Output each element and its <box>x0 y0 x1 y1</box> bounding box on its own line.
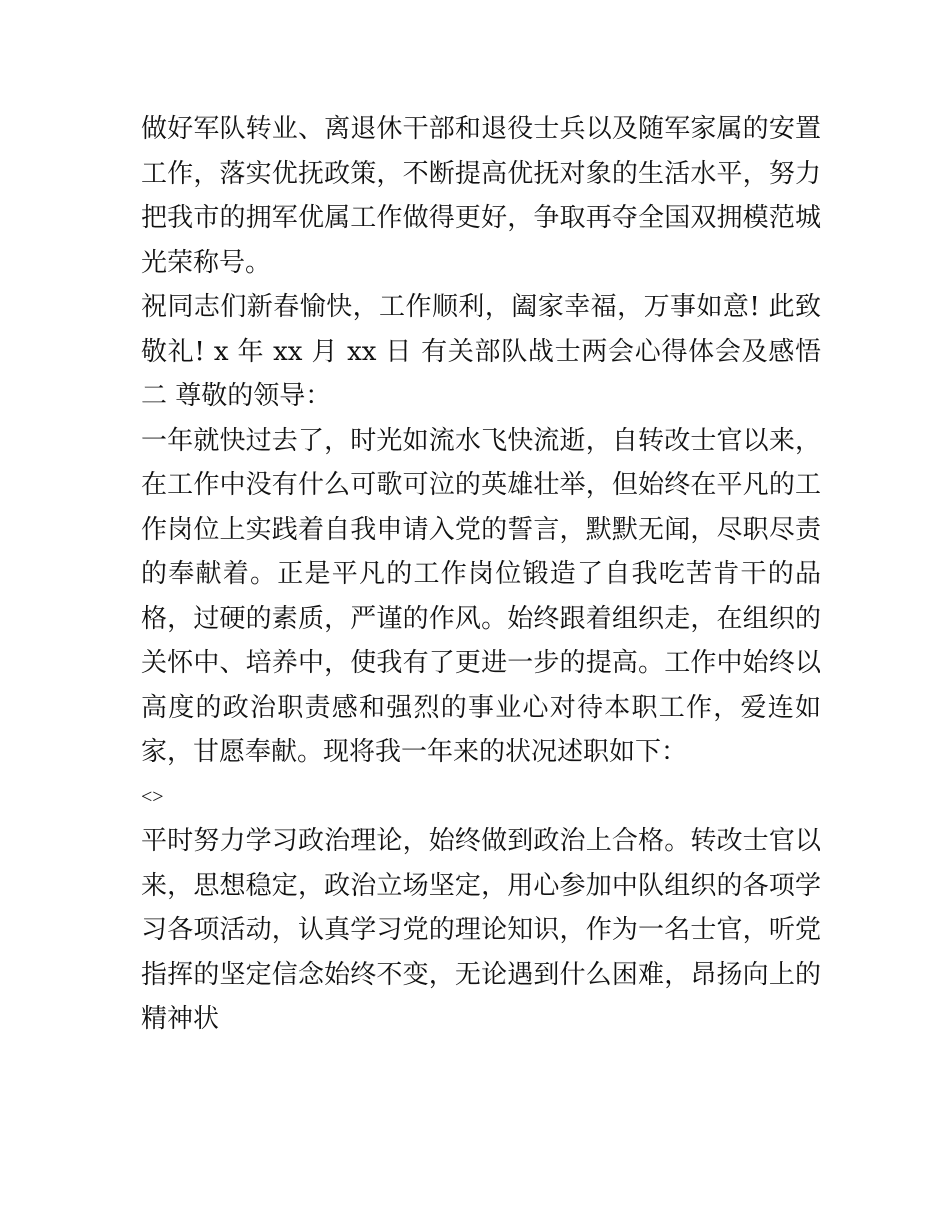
paragraph-greeting-closing: 祝同志们新春愉快，工作顺利，阖家幸福，万事如意! 此致 敬礼! x 年 xx 月 xx 日 有关部队战士两会心得体会及感悟二 尊敬的领导： <box>141 292 821 411</box>
paragraph-annual-summary: 一年就快过去了，时光如流水飞快流逝，自转改士官以来，在工作中没有什么可歌可泣的英雄壮举，但始终在平凡的工作岗位上实践着自我申请入党的誓言，默默无闻，尽职尽责的奉献着。正是平凡的工作岗位锻造了自我吃苦肯干的品格，过硬的素质，严谨的作风。始终跟着组织走，在组织的关怀中、培养中，使我有了更进一步的提高。工作中始终以高度的政治职责感和强烈的事业心对待本职工作，爱连如家，甘愿奉献。现将我一年来的状况述职如下： <box>141 425 821 767</box>
paragraph-political-study: 平时努力学习政治理论，始终做到政治上合格。转改士官以来，思想稳定，政治立场坚定，用心参加中队组织的各项学习各项活动，认真学习党的理论知识，作为一名士官，听党指挥的坚定信念始终不变，无论遇到什么困难，昂扬向上的精神状 <box>141 826 821 1034</box>
document-body <box>141 107 821 1042</box>
paragraph-resettlement: 做好军队转业、离退休干部和退役士兵以及随军家属的安置工作，落实优抚政策，不断提高优抚对象的生活水平，努力把我市的拥军优属工作做得更好，争取再夺全国双拥模范城光荣称号。 <box>141 114 821 278</box>
paragraph-section-marker: <> <box>141 785 164 808</box>
